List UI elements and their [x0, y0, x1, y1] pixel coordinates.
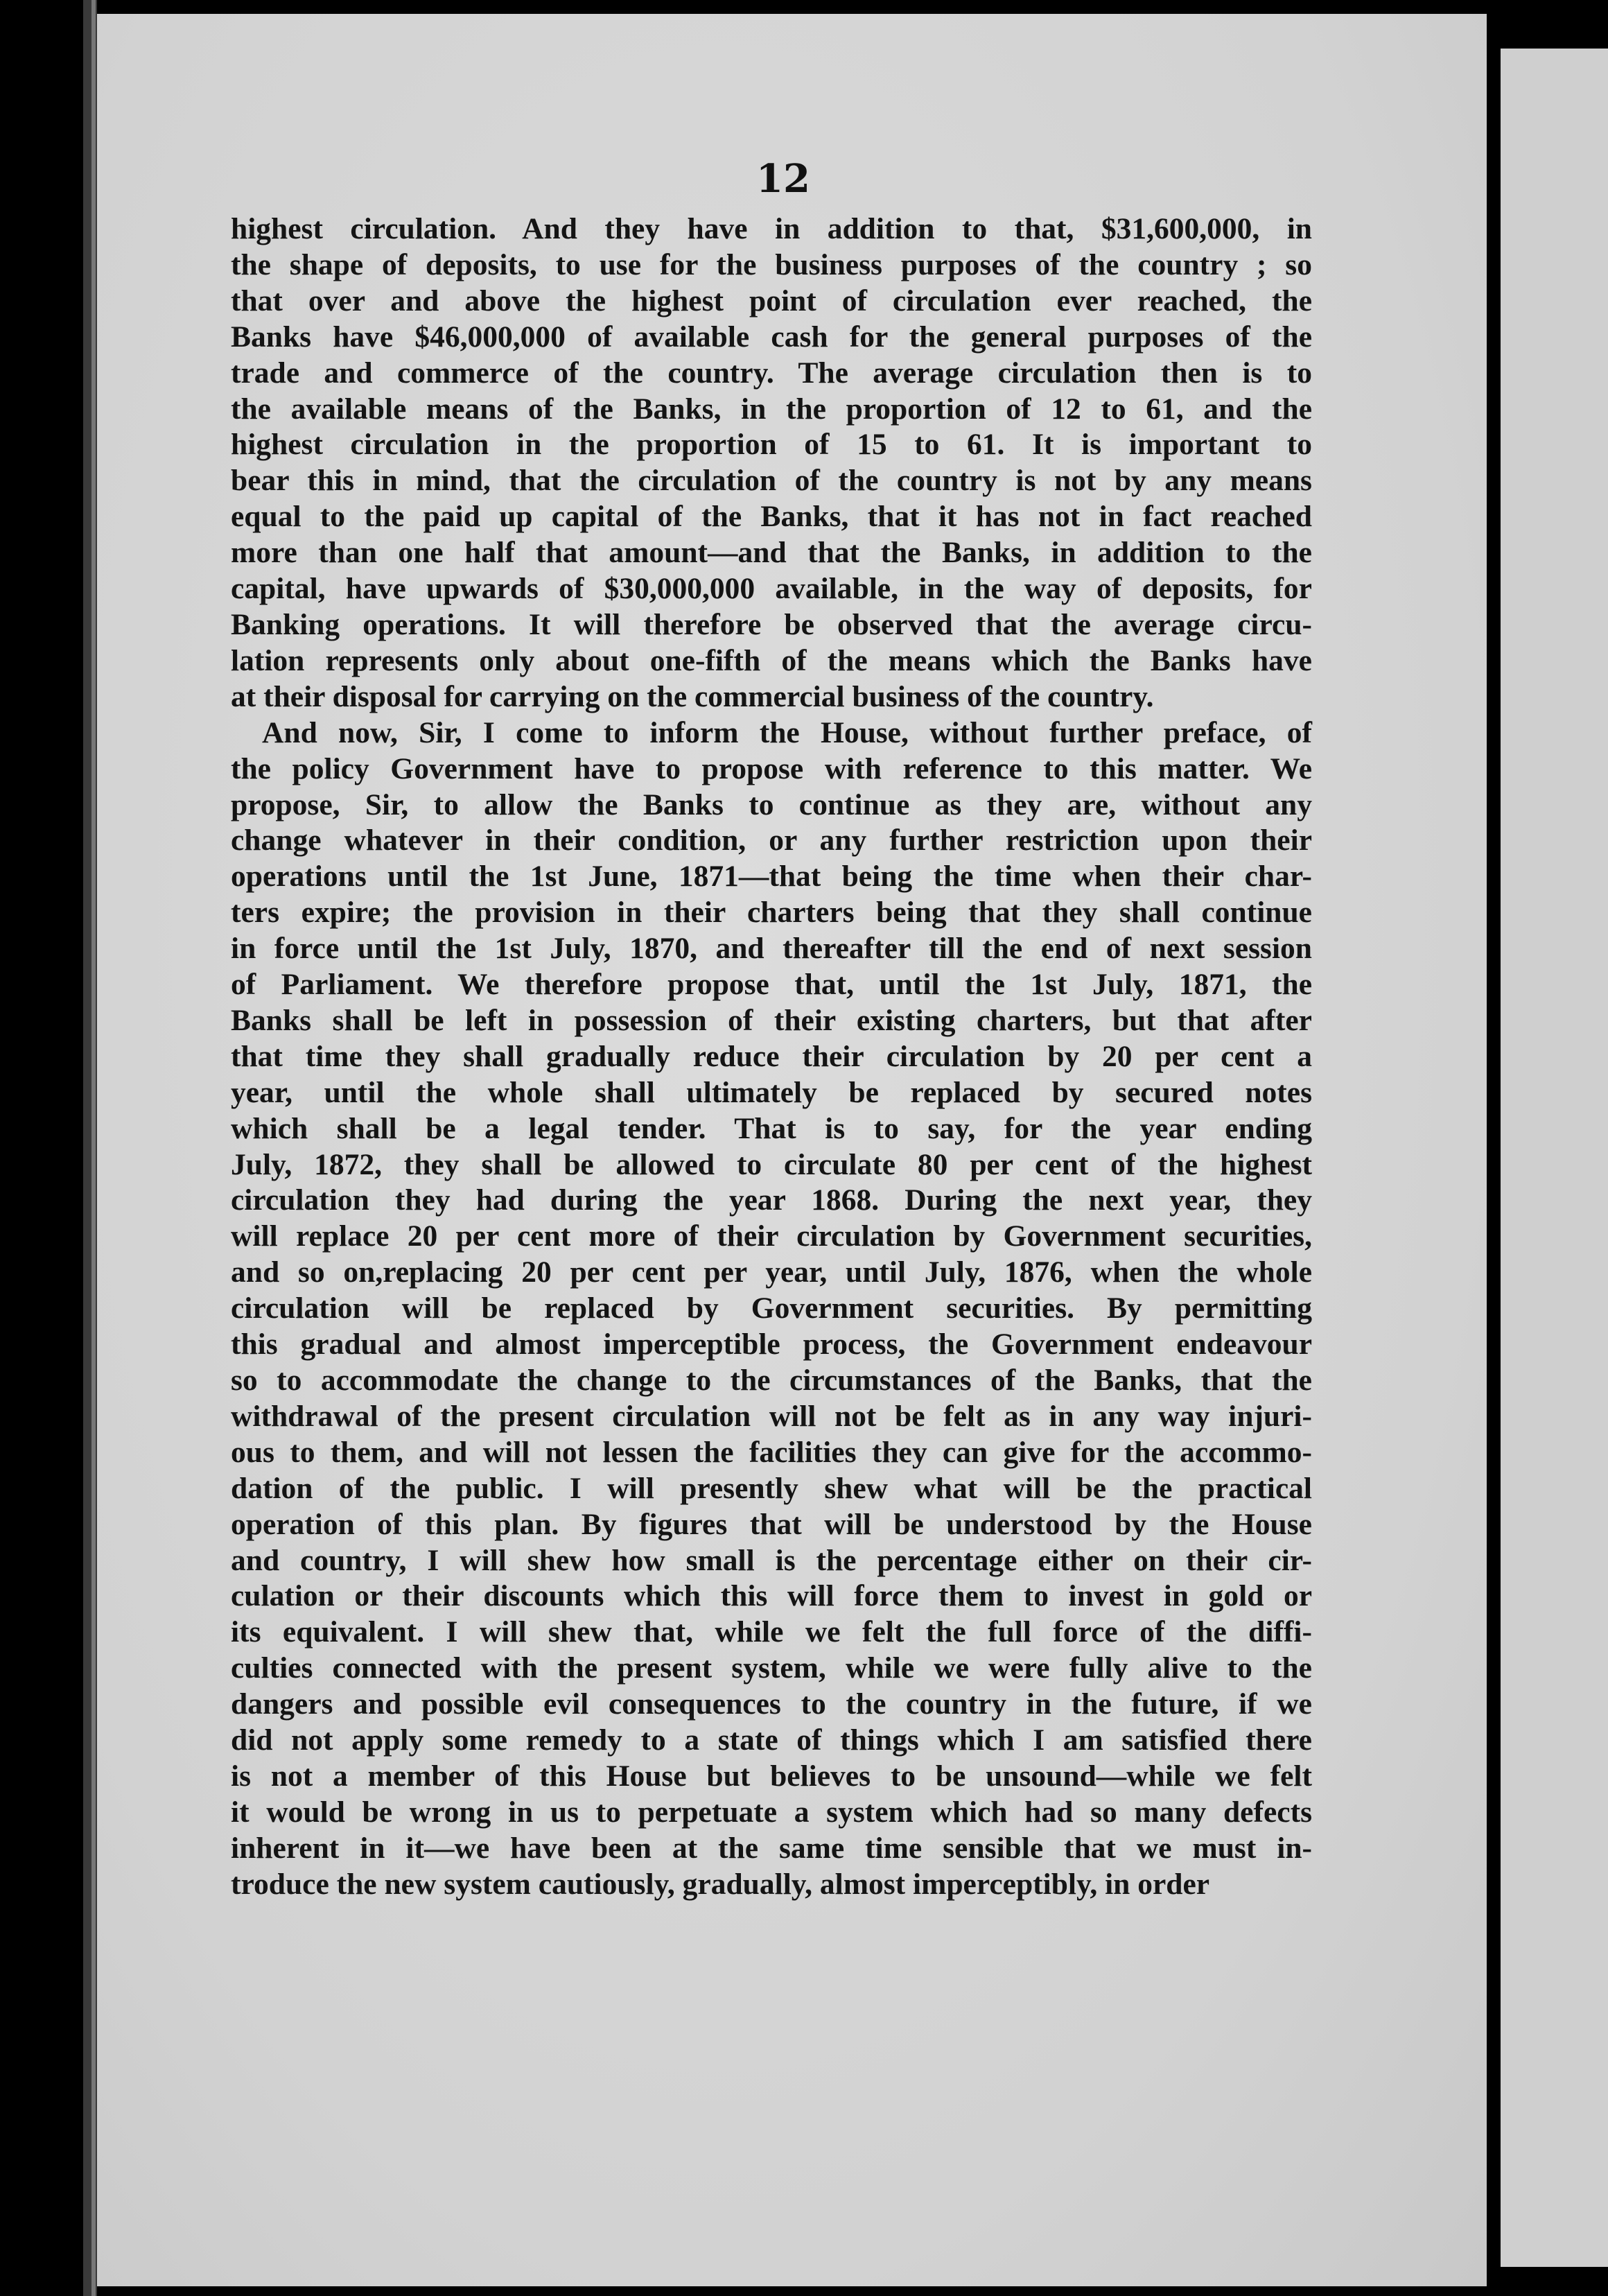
text-line: propose, Sir, to allow the Banks to continue as they are, without any — [231, 788, 1312, 821]
paragraph-container — [231, 211, 1312, 1903]
text-line: capital, have upwards of $30,000,000 available, in the way of deposits, for — [231, 572, 1312, 606]
text-line: more than one half that amount—and that the Banks, in addition to the — [231, 536, 1312, 570]
text-line: inherent in it—we have been at the same time sensible that we must in- — [231, 1831, 1312, 1865]
text-line: the policy Government have to propose with reference to this matter. We — [231, 751, 1312, 785]
text-line: it would be wrong in us to perpetuate a system which had so many defects — [231, 1795, 1312, 1829]
text-line: so to accommodate the change to the circumstances of the Banks, that the — [231, 1364, 1312, 1397]
text-line: year, until the whole shall ultimately be replaced by secured notes — [231, 1075, 1312, 1109]
text-line: its equivalent. I will shew that, while we felt the full force of the diffi- — [231, 1615, 1312, 1649]
text-line: at their disposal for carrying on the commercial business of the country. — [231, 679, 1154, 713]
text-line: is not a member of this House but believes to be unsound—while we felt — [231, 1759, 1312, 1793]
text-line: equal to the paid up capital of the Banks, that it has not in fact reached — [231, 500, 1312, 534]
text-line: will replace 20 per cent more of their circulation by Government securities, — [231, 1219, 1312, 1253]
text-line: trade and commerce of the country. The average circulation then is to — [231, 356, 1312, 390]
text-line: and so on,replacing 20 per cent per year, until July, 1876, when the whole — [231, 1255, 1312, 1289]
text-line: in force until the 1st July, 1870, and thereafter till the end of next session — [231, 932, 1312, 966]
text-line: circulation will be replaced by Government securities. By permitting — [231, 1292, 1312, 1325]
text-line: dation of the public. I will presently shew what will be the practical — [231, 1471, 1312, 1505]
text-line: And now, Sir, I come to inform the House, without further preface, of — [262, 715, 1312, 749]
text-line: the shape of deposits, to use for the business purposes of the country ; so — [231, 247, 1312, 281]
text-line: the available means of the Banks, in the proportion of 12 to 61, and the — [231, 392, 1312, 426]
text-line: Banks shall be left in possession of their existing charters, but that after — [231, 1003, 1312, 1037]
text-line: lation represents only about one-fifth of the means which the Banks have — [231, 643, 1312, 677]
text-line: culties connected with the present system, while we were fully alive to the — [231, 1651, 1312, 1685]
text-line: operation of this plan. By figures that will be understood by the House — [231, 1507, 1312, 1541]
text-line: bear this in mind, that the circulation of the country is not by any means — [231, 464, 1312, 498]
paragraph — [231, 715, 1312, 1903]
text-line: Banks have $46,000,000 of available cash for the general purposes of the — [231, 320, 1312, 354]
adjacent-page-edge — [1501, 49, 1608, 2267]
text-line: culation or their discounts which this will force them to invest in gold or — [231, 1579, 1312, 1613]
body-text — [231, 211, 1312, 1903]
text-line: this gradual and almost imperceptible process, the Government endeavour — [231, 1328, 1312, 1362]
text-line: circulation they had during the year 1868. During the next year, they — [231, 1183, 1312, 1217]
text-line: troduce the new system cautiously, gradually, almost imperceptibly, in order — [231, 1867, 1210, 1901]
text-line: that over and above the highest point of circulation ever reached, the — [231, 284, 1312, 318]
text-line: of Parliament. We therefore propose that, until the 1st July, 1871, the — [231, 968, 1312, 1002]
text-line: July, 1872, they shall be allowed to circulate 80 per cent of the highest — [231, 1147, 1312, 1181]
text-line: Banking operations. It will therefore be observed that the average circu- — [231, 607, 1312, 641]
text-line: dangers and possible evil consequences to the country in the future, if we — [231, 1687, 1312, 1721]
text-line: that time they shall gradually reduce their circulation by 20 per cent a — [231, 1039, 1312, 1073]
paragraph — [231, 211, 1312, 715]
text-line: withdrawal of the present circulation will not be felt as in any way injuri- — [231, 1399, 1312, 1433]
text-line: and country, I will shew how small is the percentage either on their cir- — [231, 1543, 1312, 1577]
text-line: which shall be a legal tender. That is to say, for the year ending — [231, 1111, 1312, 1145]
text-line: ous to them, and will not lessen the facilities they can give for the accommo- — [231, 1435, 1312, 1469]
scan-binding-highlight — [91, 0, 96, 2296]
text-line: ters expire; the provision in their charters being that they shall continue — [231, 896, 1312, 930]
text-line: highest circulation. And they have in addition to that, $31,600,000, in — [231, 212, 1312, 245]
text-line: operations until the 1st June, 1871—that being the time when their char- — [231, 860, 1312, 894]
page-number: 12 — [756, 156, 810, 202]
text-line: highest circulation in the proportion of 15 to 61. It is important to — [231, 428, 1312, 462]
text-line: did not apply some remedy to a state of things which I am satisfied there — [231, 1723, 1312, 1757]
text-line: change whatever in their condition, or any further restriction upon their — [231, 824, 1312, 858]
